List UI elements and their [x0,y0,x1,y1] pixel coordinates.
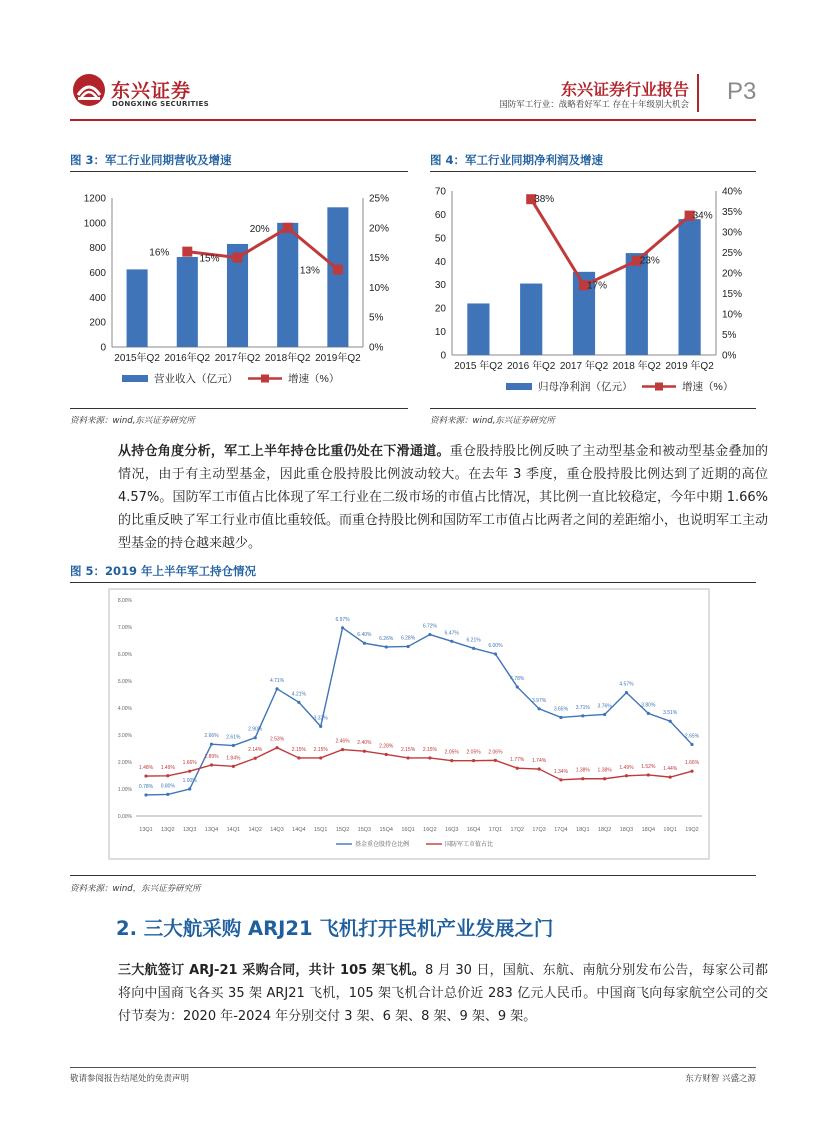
fig3-x-tick: 2017年Q2 [214,353,261,364]
fig5-point-label: 1.52% [641,763,656,770]
logo-mark-icon [72,73,106,107]
fig5-point [341,748,344,751]
fig5-chart [108,588,718,870]
fig3-bar [177,257,198,347]
fig5-x-tick: 16Q4 [466,827,481,833]
fig3-right-tick: 15% [369,253,390,265]
fig5-legend-fund: 基金重仓股持仓比例 [355,842,410,848]
fig4-chart [420,175,760,400]
fig5-point-label: 1.49% [160,764,175,771]
footer-rule [70,1067,756,1068]
fig5-point-label: 2.15% [291,746,306,753]
fig5-x-tick: 13Q3 [182,827,197,833]
fig5-point-label: 1.38% [575,767,590,774]
fig4-bar [467,303,489,355]
fig5-point-label: 2.15% [422,746,438,753]
report-subtitle: 国防军工行业：战略看好军工 存在十年级别大机会 [499,100,689,110]
fig3-x-tick: 2015年Q2 [114,353,160,364]
paragraph-arj21-body: 8 月 30 日，国航、东航、南航分别发布公告，每家公司都将向中国商飞各买 35 架 ARJ21 飞机，105 架飞机合计总价近 283 亿元人民币。中国商飞向每家航空公司的交付节奏为：2020 年-2024 年分别交付 3 架、6 架、8 架、9 架、9 架。 [118,963,768,1024]
fig5-point [669,776,672,779]
fig4-left-tick: 30 [434,280,446,292]
fig4-bar [679,219,701,355]
fig3-bottom-rule [70,408,408,409]
fig5-y-tick: 0.00% [117,814,132,820]
logo-name: 东兴证券 [111,80,192,102]
paragraph-holdings [118,440,768,555]
fig4-bottom-rule [430,408,756,409]
fig4-right-tick: 40% [722,186,743,198]
fig3-left-tick: 600 [89,268,106,279]
fig5-point [690,770,693,773]
fig5-point [603,713,606,716]
fig5-series-line [146,748,692,780]
fig5-point-label: 1.77% [510,757,525,764]
fig5-frame [109,589,709,859]
fig5-point [341,626,344,629]
fig5-point [319,756,322,759]
header-divider [697,74,699,112]
fig5-x-tick: 17Q1 [488,827,503,833]
fig5-point-label: 2.05% [444,749,459,756]
fig4-bar [520,284,542,355]
fig5-point [428,633,431,636]
fig3-x-tick: 2019年Q2 [315,353,361,364]
fig3-legend-line-marker [261,375,269,383]
fig4-growth-label: 34% [692,210,713,222]
fig5-point-label: 6.47% [444,630,459,637]
fig5-point [625,691,628,694]
fig4-left-tick: 50 [434,233,446,245]
fig5-x-tick: 15Q3 [357,827,372,833]
fig5-x-tick: 17Q4 [554,827,568,833]
fig5-point-label: 2.46% [335,738,350,745]
fig5-point [450,759,453,762]
fig3-title: 图 3：军工行业同期营收及增速 [70,153,232,167]
fig4-growth-line [531,199,689,285]
fig5-point [188,787,191,790]
fig5-point-label: 2.15% [400,746,416,753]
fig4-x-tick: 2018 年Q2 [612,361,661,372]
footer-disclaimer: 敬请参阅报告结尾处的免责声明 [70,1074,190,1084]
fig3-chart [70,175,410,395]
fig3-legend-line-label: 增速（%） [288,373,340,385]
fig5-point [472,759,475,762]
fig5-point-label: 3.32% [313,715,328,722]
fig5-x-tick: 18Q1 [576,827,590,833]
fig3-x-tick: 2016年Q2 [164,353,211,364]
paragraph-arj21 [118,959,768,1028]
fig4-right-tick: 35% [722,207,743,218]
fig5-point [538,767,541,770]
fig5-point-label: 1.34% [553,768,569,775]
fig4-growth-label: 23% [639,255,660,267]
fig5-point-label: 1.66% [182,760,197,767]
fig4-x-tick: 2017 年Q2 [559,361,609,372]
fig5-point [254,757,257,760]
fig5-point-label: 2.53% [269,736,285,743]
fig5-point-label: 4.71% [269,677,285,684]
fig5-y-tick: 4.00% [117,706,132,712]
fig4-legend-bar-label: 归母净利润（亿元） [538,381,633,393]
fig4-right-tick: 0% [722,350,737,362]
fig3-right-tick: 10% [369,282,390,294]
fig5-x-tick: 16Q2 [423,827,437,833]
fig5-x-tick: 13Q2 [161,827,175,833]
fig3-left-tick: 800 [89,243,106,255]
fig3-bar [277,223,298,347]
fig3-source: 资料来源：wind,东兴证券研究所 [70,416,195,426]
fig4-left-tick: 0 [440,350,446,362]
report-title: 东兴证券行业报告 [560,80,689,99]
fig5-x-tick: 18Q2 [597,827,612,833]
paragraph-holdings-body: 重仓股持股比例反映了主动型基金和被动型基金叠加的情况，由于有主动型基金，因此重仓股持股比例波动较大。在去年 3 季度，重仓股持股比例达到了近期的高位 4.57%。国防军工市值占比体现了军工行业在二级市场的市值占比情况，其比例一直比较稳定，今年中期 1.66%的比重反映了军工行业市值比重较低。而重仓持股比例和国防军工市值占比两者之间的差距缩小，也说明军工主动型基金的持仓越来越少。 [118,444,769,551]
fig3-left-tick: 0 [100,342,106,354]
fig5-point-label: 2.66% [204,733,219,740]
fig5-point [254,736,257,739]
fig5-point [232,765,235,768]
fig5-point-label: 2.90% [248,726,263,733]
fig3-growth-marker [233,253,243,263]
fig5-point [144,793,147,796]
fig3-growth-marker [182,247,192,257]
fig5-point-label: 3.65% [553,706,569,713]
fig4-x-tick: 2016 年Q2 [507,361,556,372]
fig5-point [319,725,322,728]
fig5-x-tick: 15Q2 [335,827,350,833]
fig4-title: 图 4：军工行业同期净利润及增速 [430,153,604,167]
fig5-point [210,743,213,746]
fig5-point [647,712,650,715]
fig5-x-tick: 13Q4 [204,827,219,833]
fig5-point-label: 2.06% [488,749,503,756]
fig5-x-tick: 18Q4 [641,827,656,833]
fig5-point-label: 2.65% [684,733,700,740]
fig5-point-label: 3.71% [575,704,590,711]
fig5-point-label: 1.84% [226,755,241,762]
fig5-x-tick: 18Q3 [619,827,634,833]
fig4-growth-label: 38% [534,194,555,206]
fig5-point [516,685,519,688]
paragraph-arj21-lead: 三大航签订 ARJ-21 采购合同，共计 105 架飞机。 [118,963,426,978]
fig5-point-label: 4.78% [510,675,525,682]
fig5-point [232,744,235,747]
fig5-point [581,714,584,717]
fig5-point-label: 0.78% [138,783,154,790]
fig5-point-label: 6.97% [335,616,350,623]
fig4-right-tick: 30% [722,227,743,239]
fig5-point [385,645,388,648]
fig5-y-tick: 3.00% [117,733,132,739]
fig5-x-tick: 16Q3 [445,827,459,833]
fig4-growth-label: 17% [587,280,608,292]
footer-slogan: 东方财智 兴盛之源 [685,1074,756,1084]
fig5-title-rule [70,582,756,583]
fig5-point-label: 3.76% [597,703,612,710]
fig5-point [297,756,300,759]
fig5-x-tick: 14Q4 [292,827,306,833]
fig5-x-tick: 15Q4 [379,827,393,833]
fig3-growth-label: 20% [249,223,270,235]
fig3-title-rule [70,171,408,172]
fig5-x-tick: 15Q1 [313,827,328,833]
fig4-left-tick: 60 [434,209,446,221]
fig5-point-label: 1.74% [532,758,547,765]
fig5-point [428,756,431,759]
fig4-legend-line-label: 增速（%） [682,381,734,393]
fig5-point-label: 6.00% [488,643,503,649]
fig3-left-tick: 1000 [83,218,106,230]
fig5-point-label: 6.28% [400,635,416,642]
fig5-point-label: 2.15% [313,746,328,753]
fig5-point-label: 6.40% [357,632,372,639]
fig5-x-tick: 13Q1 [139,827,153,833]
fig5-point [603,777,606,780]
fig4-left-tick: 40 [434,256,446,268]
fig5-point [275,746,278,749]
fig5-point [494,652,497,655]
fig4-left-tick: 10 [434,327,446,339]
fig5-point-label: 2.28% [379,743,394,750]
fig5-x-tick: 19Q2 [685,827,699,833]
fig4-right-tick: 20% [722,268,743,280]
fig5-point-label: 1.44% [663,766,678,773]
fig3-bar [127,269,148,347]
fig5-point-label: 0.80% [160,783,175,790]
fig5-point [188,770,191,773]
fig5-point [210,763,213,766]
fig4-right-tick: 5% [722,330,737,341]
fig5-point [275,687,278,690]
fig3-right-tick: 0% [369,342,384,354]
fig5-point-label: 3.51% [663,710,678,717]
fig5-point-label: 1.66% [684,760,700,767]
fig5-y-tick: 5.00% [117,679,132,685]
fig5-point [144,774,147,777]
fig3-growth-marker [283,223,293,233]
fig5-point [494,759,497,762]
fig3-legend-bar-swatch [122,375,148,382]
fig5-point-label: 1.48% [138,765,154,772]
fig3-growth-label: 15% [199,253,220,265]
fig5-point [472,647,475,650]
fig5-point [363,642,366,645]
fig5-x-tick: 14Q2 [248,827,262,833]
fig4-x-tick: 2015 年Q2 [454,361,503,372]
fig4-source: 资料来源：wind,东兴证券研究所 [430,416,555,426]
fig3-growth-label: 13% [299,265,320,277]
fig5-point-label: 4.21% [291,691,306,698]
fig3-growth-label: 16% [149,247,170,259]
fig3-bar [327,207,348,347]
fig5-y-tick: 6.00% [117,652,132,658]
fig5-point-label: 6.21% [466,637,481,644]
fig5-y-tick: 8.00% [117,598,132,604]
fig4-x-tick: 2019 年Q2 [665,361,714,372]
fig5-point [559,778,562,781]
fig4-right-tick: 25% [722,248,743,259]
fig5-point [166,774,169,777]
fig5-point [363,750,366,753]
logo-english: DONGXING SECURITIES [112,100,209,108]
fig5-x-tick: 17Q3 [532,827,546,833]
fig5-point [690,743,693,746]
fig5-point [385,753,388,756]
fig3-left-tick: 200 [89,317,106,329]
fig5-point-label: 3.80% [641,702,656,709]
fig5-point [516,767,519,770]
section-heading: 2. 三大航采购 ARJ21 飞机打开民机产业发展之门 [116,917,554,940]
fig3-left-tick: 1200 [83,193,106,205]
fig5-point [538,707,541,710]
fig5-point [581,777,584,780]
fig5-legend-defense: 国防军工市值占比 [445,842,494,848]
fig5-y-tick: 7.00% [117,625,132,631]
fig5-point [669,720,672,723]
fig5-point-label: 2.40% [357,740,372,747]
fig5-source: 资料来源：wind，东兴证券研究所 [70,884,201,894]
fig5-point [647,773,650,776]
fig5-x-tick: 16Q1 [401,827,415,833]
fig5-title: 图 5：2019 年上半年军工持仓情况 [70,564,257,578]
fig4-left-tick: 20 [434,303,446,315]
fig4-legend-bar-swatch [506,383,532,390]
fig4-legend-line-marker [655,383,663,391]
fig5-point [166,793,169,796]
fig5-point-label: 6.26% [379,635,394,642]
fig5-y-tick: 1.00% [117,787,132,793]
fig5-point [297,701,300,704]
fig5-x-tick: 17Q2 [510,827,525,833]
fig5-point-label: 1.00% [182,778,197,784]
fig5-y-tick: 2.00% [117,760,132,766]
fig3-right-tick: 5% [369,312,384,324]
fig4-title-rule [430,171,756,172]
fig3-left-tick: 400 [89,292,106,304]
page-number: P3 [727,78,757,105]
fig5-bottom-rule [70,875,756,876]
fig5-x-tick: 14Q3 [270,827,284,833]
fig3-x-tick: 2018年Q2 [264,353,311,364]
fig5-point-label: 2.05% [466,749,481,756]
header-rule [70,119,756,121]
fig5-point-label: 1.38% [597,767,612,774]
fig5-point [559,716,562,719]
fig5-point-label: 2.61% [226,734,241,741]
fig5-point-label: 2.14% [248,747,263,754]
fig4-right-tick: 15% [722,289,743,300]
fig5-point [625,774,628,777]
fig3-growth-marker [333,265,343,275]
fig5-point [406,756,409,759]
fig5-point-label: 3.97% [532,697,547,704]
fig5-x-tick: 19Q1 [663,827,677,833]
fig5-point [450,640,453,643]
fig3-legend-bar-label: 营业收入（亿元） [154,373,238,385]
fig5-point-label: 4.57% [619,681,634,688]
fig5-point-label: 1.89% [204,753,219,760]
fig4-right-tick: 10% [722,309,743,321]
fig4-bar [626,253,648,355]
fig5-point [406,645,409,648]
fig5-point-label: 6.72% [422,623,438,630]
fig3-right-tick: 25% [369,193,390,205]
fig5-x-tick: 14Q1 [226,827,241,833]
fig4-left-tick: 70 [434,186,446,198]
paragraph-holdings-lead: 从持仓角度分析，军工上半年持仓比重仍处在下滑通道。 [118,444,450,459]
fig5-point-label: 1.49% [619,764,634,771]
fig3-right-tick: 20% [369,223,390,235]
